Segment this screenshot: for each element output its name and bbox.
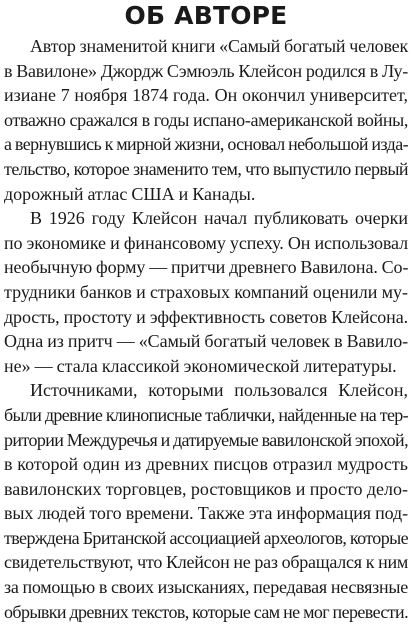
text-line: ритории Междуречья и датируемые вавилонской эпохой, xyxy=(4,429,408,450)
text-line: вавилонских торговцев, ростовщиков и просто дело- xyxy=(4,478,408,499)
text-line: не» — стала классикой экономической литературы. xyxy=(4,355,397,376)
text-line: дрость, простоту и эффективность советов Клейсона. xyxy=(4,306,408,327)
paragraph-2 xyxy=(4,206,408,378)
text-line: были древние клинописные таблички, найденные на тер- xyxy=(4,404,408,425)
text-line: тельство, которое знаменито тем, что выпустило первый xyxy=(4,158,408,179)
text-line: в которой один из древних писцов отразил мудрость xyxy=(4,454,408,475)
text-line: необычную форму — притчи древнего Вавилона. Со- xyxy=(4,257,409,278)
text-line: Источниками, которыми пользовался Клейсон, xyxy=(30,380,408,401)
page-title: ОБ АВТОРЕ xyxy=(124,1,288,30)
text-line: Одна из притч — «Самый богатый человек в Вавило- xyxy=(4,331,408,352)
text-line: отважно сражался в годы испано-американской войны, xyxy=(4,109,408,130)
text-line: свидетельствуют, что Клейсон не раз обращался к ним xyxy=(4,552,408,573)
text-line: изиане 7 ноября 1874 года. Он окончил университет, xyxy=(4,85,408,106)
text-line: вых людей того времени. Также эта информация под- xyxy=(4,503,408,524)
text-line: по экономике и финансовому успеху. Он использовал xyxy=(4,232,408,253)
paragraph-3 xyxy=(4,378,408,624)
text-line: а вернувшись к мирной жизни, основал небольшой изда- xyxy=(4,134,408,155)
text-line: тверждена Британской ассоциацией археологов, которые xyxy=(4,527,408,548)
text-line: Автор знаменитой книги «Самый богатый человек xyxy=(30,36,408,56)
text-line: дорожный атлас США и Канады. xyxy=(4,183,256,204)
paragraph-1 xyxy=(4,34,408,206)
text-line: В 1926 году Клейсон начал публиковать очерки xyxy=(30,208,408,229)
text-line: в Вавилоне» Джордж Сэмюэль Клейсон родился в Лу- xyxy=(4,60,408,81)
text-line: трудники банков и страховых компаний оценили му- xyxy=(4,281,408,302)
text-line: обрывки древних текстов, которые сам не мог перевести. xyxy=(4,601,408,622)
text-line: за помощью в своих изысканиях, передавая несвязные xyxy=(4,577,408,598)
